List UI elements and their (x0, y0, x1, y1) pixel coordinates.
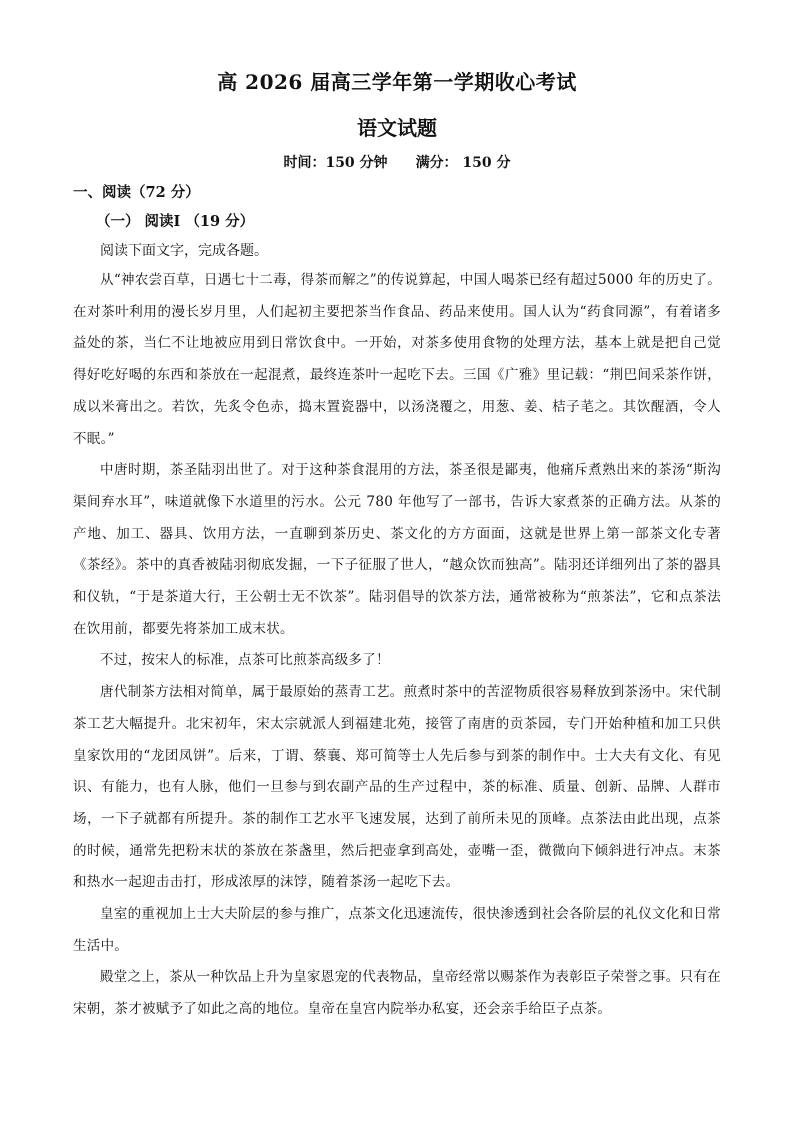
passage-paragraph: 不过，按宋人的标准，点茶可比煎茶高级多了！ (100, 652, 390, 669)
passage-paragraph: 殿堂之上，茶从一种饮品上升为皇家恩宠的代表物品，皇帝经常以赐茶作为表彰臣子荣誉之事。只有在宋朝，茶才被赋予了如此之高的地位。皇帝在皇宫内院举办私宴，还会亲手给臣子点茶。 (73, 969, 721, 1018)
exam-title: 高 2026 届高三学年第一学期收心考试 (217, 70, 577, 94)
instruction-text: 阅读下面文字，完成各题。 (100, 243, 268, 259)
reading-passage (73, 265, 721, 1026)
passage-paragraph: 皇室的重视加上士大夫阶层的参与推广，点茶文化迅速流传，很快渗透到社会各阶层的礼仪文化和日常生活中。 (73, 906, 721, 954)
exam-meta (0, 152, 794, 172)
section-heading: 一、阅读（72 分） (73, 184, 200, 201)
passage-paragraph: 唐代制茶方法相对简单，属于最原始的蒸青工艺。煎煮时茶中的苦涩物质很容易释放到茶汤中。宋代制茶工艺大幅提升。北宋初年，宋太宗就派人到福建北苑，接管了南唐的贡茶园，专门开始种植和加工只供皇家饮用的“龙团凤饼”。后来，丁谓、蔡襄、郑可简等士人先后参与到茶的制作中。士大夫有文化、有见识、有能力，也有人脉，他们一旦参与到农副产品的生产过程中，茶的标准、质量、创新、品牌、人群市场，一下子就都有所提升。茶的制作工艺水平飞速发展，达到了前所未见的顶峰。点茶法由此出现，点茶的时候，通常先把粉末状的茶放在茶盏里，然后把壶拿到高处，壶嘴一歪，微微向下倾斜进行冲点。末茶和热水一起迎击击打，形成浓厚的沫饽，随着茶汤一起吃下去。 (73, 684, 721, 891)
time-label: 时间：150 分钟 (283, 155, 388, 171)
passage-paragraph: 从“神农尝百草，日遇七十二毒，得茶而解之”的传说算起，中国人喝茶已经有超过5000 年的历史了。在对茶叶利用的漫长岁月里，人们起初主要把茶当作食品、药品来使用。国人认为“药食同源”，有着诸多益处的茶，当仁不让地被应用到日常饮食中。一开始，对茶多使用食物的处理方法，基本上就是把自己觉得好吃好喝的东西和茶放在一起混煮，最终连茶叶一起吃下去。三国《广雅》里记载：“荆巴间采茶作饼，成以米膏出之。若饮，先炙令色赤，捣末置瓷器中，以汤浇覆之，用葱、姜、桔子芼之。其饮醒酒，令人不眠。” (73, 272, 721, 447)
subsection-heading: （一） 阅读Ⅰ （19 分） (96, 213, 255, 230)
score-label: 满分： 150 分 (415, 155, 511, 171)
subject-title: 语文试题 (357, 116, 437, 140)
passage-paragraph: 中唐时期，茶圣陆羽出世了。对于这种茶食混用的方法，茶圣很是鄙夷，他痛斥煮熟出来的茶汤“斯沟渠间弃水耳”，味道就像下水道里的污水。公元 780 年他写了一部书，告诉大家煮茶的正确方法。从茶的产地、加工、器具、饮用方法，一直聊到茶历史、茶文化的方方面面，这就是世界上第一部茶文化专著《茶经》。茶中的真香被陆羽彻底发掘，一下子征服了世人，“越众饮而独高”。陆羽还详细列出了茶的器具和仪轨，“于是茶道大行，王公朝士无不饮茶”。陆羽倡导的饮茶方法，通常被称为“煎茶法”，它和点茶法在饮用前，都要先将茶加工成末状。 (73, 462, 721, 637)
